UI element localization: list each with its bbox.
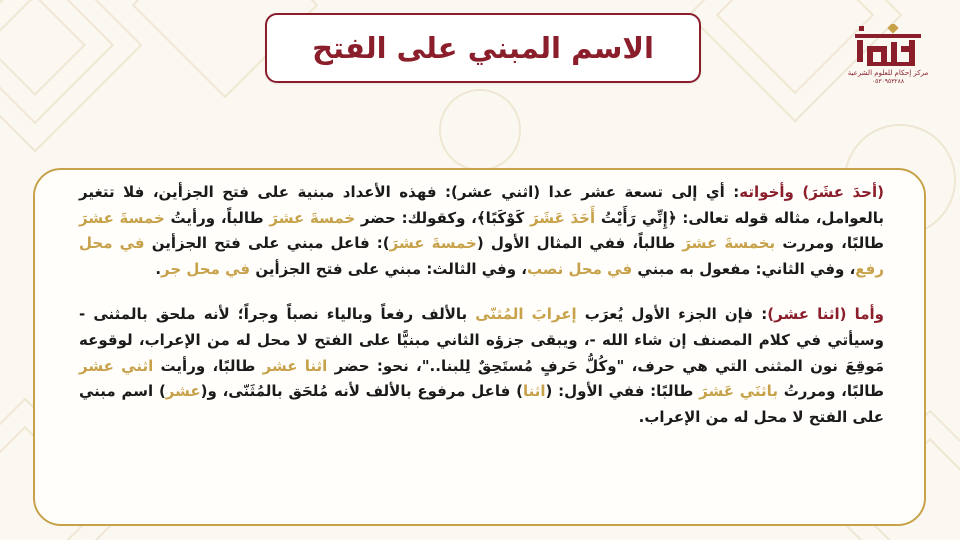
text-segment: طالباً، ورأيتُ — [164, 208, 270, 227]
text-segment: ( — [476, 234, 484, 253]
highlighted-term: خمسةَ عشرَ — [269, 208, 356, 227]
text-segment: طالبًا: ففي الأول: — [552, 382, 700, 401]
paragraph-ithna-ashar — [79, 302, 884, 430]
text-segment: ، وفي الثالث: مبني على فتح الجزأين — [250, 259, 527, 278]
highlighted-term: عشر — [165, 382, 201, 401]
text-segment: طالبًا، ومررت — [775, 234, 884, 253]
text-segment: بالألف رفعاً وبالياء نصباً وجراً؛ لأنه ملحق بالمثنى - وسيأتي في كلام المصنف إن شاء الله -، ويبقى جزؤه الثاني مبنيًّا على الفتح لا محل له من الإعراب، لوقوعه مَوقِعَ نون المثنى التي هي حرف، "وكُلُّ حَرفٍ مُستَحِقٌ لِلبنا.."، نحو: حضر — [79, 305, 885, 375]
paragraph-ahada-ashar — [79, 180, 884, 282]
text-segment: كَوْكَبًا﴾، وكقولك: حضر — [355, 208, 530, 227]
highlighted-term: وأما (اثنا عشر) — [767, 305, 884, 324]
page-title: الاسم المبني على الفتح — [312, 31, 654, 65]
text-segment: ) — [158, 382, 166, 401]
text-segment: : فإن الجزء الأول يُعرَب — [576, 305, 768, 324]
text-segment: . — [155, 259, 162, 278]
highlighted-term: (أحدَ عشَرَ) وأخواته — [739, 183, 884, 201]
title-box — [265, 13, 701, 83]
text-segment: طالباً، ففي المثال الأول — [483, 234, 683, 253]
highlighted-term: إعرابَ المُثنّى — [475, 305, 577, 324]
text-segment: : أي إلى تسعة عشر عدا — [540, 183, 740, 201]
text-segment: : فاعل مبني على فتح الجزأين — [144, 234, 383, 253]
text-segment: فاعل مرفوع بالألف لأنه مُلحَق بالمُثَنّى، و — [207, 382, 517, 401]
ihkam-logo-icon — [851, 24, 925, 68]
text-segment: اسم مبني على الفتح لا محل له من الإعراب. — [79, 382, 884, 426]
highlighted-term: بخمسةَ عشرَ — [682, 234, 776, 253]
logo — [846, 24, 930, 94]
text-segment: طالبًا، ومررتُ — [777, 382, 885, 401]
logo-subtitle: مركز إحكام للعلوم الشرعية — [847, 69, 929, 77]
highlighted-term: باثنَي عَشرَ — [699, 382, 778, 401]
text-segment: : فهذه الأعداد مبنية على فتح الجزأين، فلا تتغير بالعوامل، مثاله قوله تعالى: ﴿إِنِّي رَأَيْتُ — [79, 183, 885, 227]
highlighted-term: في محل جر — [161, 259, 251, 278]
text-segment: ( — [200, 382, 208, 401]
highlighted-term: اثنا — [523, 382, 546, 401]
text-segment: ) — [516, 382, 523, 401]
logo-phone: ٠٥٣٠٩٥٣٢٨٨ — [871, 78, 905, 85]
text-segment: ( — [545, 382, 553, 401]
highlighted-term: أَحَدَ عَشَرَ — [529, 208, 596, 227]
highlighted-term: في محل نصب — [526, 259, 633, 278]
highlighted-term: في محل رفع — [79, 234, 884, 278]
highlighted-term: خمسةَ عشرَ — [79, 208, 165, 227]
highlighted-term: اثني عشر — [79, 356, 154, 375]
highlighted-term: اثنا عشر — [262, 356, 328, 375]
highlighted-term: خمسةَ عشرَ — [389, 234, 477, 253]
text-segment: ) — [382, 234, 390, 253]
text-segment: ، وفي الثاني: مفعول به مبني — [632, 259, 856, 278]
text-segment: (اثني عشر) — [451, 183, 541, 201]
content-box — [33, 168, 926, 526]
text-segment: طالبًا، ورأيت — [153, 356, 263, 375]
